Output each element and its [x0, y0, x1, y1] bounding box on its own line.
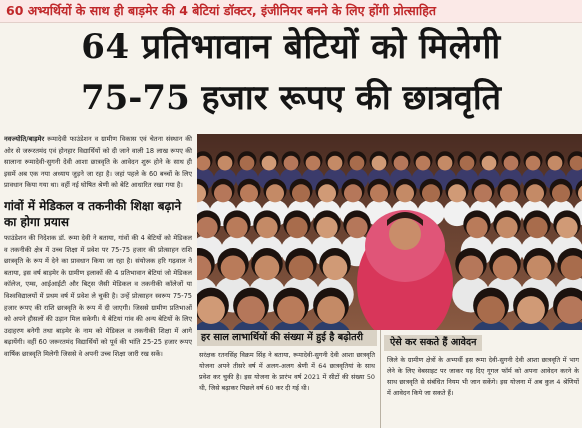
student-face — [526, 156, 541, 171]
student-face — [416, 156, 431, 171]
student-face — [438, 156, 453, 171]
student-face — [527, 256, 552, 281]
headline-line-1: 64 प्रतिभावान बेटियों को मिलेगी — [81, 27, 501, 67]
headline-line-2: 75-75 हजार रूपए की छात्रवृति — [80, 78, 502, 118]
student-face — [266, 184, 284, 202]
student-face — [316, 217, 337, 238]
group-photo-illustration — [197, 134, 582, 330]
apply-info-box — [384, 330, 582, 428]
student-face — [277, 296, 305, 324]
student-face — [286, 217, 307, 238]
student-face — [466, 217, 487, 238]
article-paragraph-2: फाउंडेशन की निदेशक डॉ. रूमा देवी ने बताया, गांवों की 4 बेटियों को मेडिकल व तकनीकी क्षेत्र में उच्च शिक्षा में प्रवेश पर 75-75 हजार की प्रोत्साहन राशि छात्रवृति के रूप में देने का प्रावधान किया जा रहा है। संयोजक हरि गढ़वाल ने बताया, इस वर्ष बाड़मेर के ग्रामीण इलाकों की 4 प्रतिभावान बेटियां जो मेडिकल कॉलेज, एम्स, आईआईटी और बिट्स जैसी मेडिकल व तकनीकी कॉलेजों या विश्वविद्यालयों में प्रथम वर्ष में प्रवेश ले चुकी है। उन्हें प्रोत्साहन स्वरूप 75-75 हजार रूपए की राशि छात्रवृति के रूप में दी जाएगी। जिससे ग्रामीण प्रतिभाओं को अपने हौसलों की उड़ान मिल सकेगी। ये बेटियां गांव की अन्य बेटियों के लिए उदाहरण बनेगी तथा बाड़मेर के नाम को मेडिकल व तकनीकी शिक्षा में आगे बढ़ायेंगी। वहीं 60 जरूरतमंद विद्यार्थियों को पूर्व की भांति 25-25 हजार रूपए वार्षिक छात्रवृति मिलेगी जिससे वे अपनी उच्च शिक्षा जारी रख सकें। — [4, 233, 192, 358]
article-paragraph-1 — [4, 134, 192, 192]
student-face — [214, 184, 232, 202]
student-face — [552, 184, 570, 202]
left-article-column — [4, 134, 192, 428]
student-face — [317, 296, 345, 324]
student-face — [256, 217, 277, 238]
kicker-text: 60 अभ्यर्थियों के साथ ही बाड़मेर की 4 बेटियां डॉक्टर, इंजीनियर बनने के लिए होंगी प्रोत्साहित — [6, 3, 436, 18]
column-divider — [380, 330, 381, 428]
student-face — [493, 256, 518, 281]
student-face — [197, 296, 225, 324]
article-paragraph-1-text: रूमादेवी फाउंडेशन व ग्रामीण विकास एवं चेतना संस्थान की ओर से जरूरतमंद एवं होनहार विद्यार्थियों को दी जाने वाली 18 लाख रूपए की सालाना रूमादेवी-सुगनी देवी आशा छात्रवृति के आवेदन शुरू होने के साथ ही इसमें अब एक नया अध्याय जुड़ने जा रहा है। जहां पहले के 60 बच्चों के लिए प्रावधान किया गया था। वहीं नई घोषित श्रेणी को बेटि आधारित रखा गया है। — [4, 135, 192, 190]
student-face — [240, 184, 258, 202]
student-face — [370, 184, 388, 202]
student-face — [346, 217, 367, 238]
student-face — [422, 184, 440, 202]
student-face — [517, 296, 545, 324]
student-face — [396, 184, 414, 202]
photo-caption-block — [197, 330, 377, 428]
student-face — [221, 256, 246, 281]
central-figure — [357, 210, 453, 330]
student-face — [548, 156, 563, 171]
student-face — [459, 256, 484, 281]
kicker-strip — [0, 0, 582, 23]
student-face — [318, 184, 336, 202]
student-face — [262, 156, 277, 171]
student-face — [218, 156, 233, 171]
student-face — [504, 156, 519, 171]
article-subheading: गांवों में मेडिकल व तकनीकी शिक्षा बढ़ाने का होगा प्रयास — [4, 198, 182, 229]
photo-caption-body: सरंक्षक रतनसिंह विक्रम सिंह ने बताया, रूमादेवी-सुगनी देवी आशा छात्रवृति योजना अपने तीसरे वर्ष में अलग-अलग श्रेणी में 64 छात्रवृतियां के साथ प्रवेश कर चुकी है। इस योजना के प्रारंभ वर्ष 2021 में सीटों की संख्या 50 थी, जिसे बढ़ाकर पिछले वर्ष 60 कर दी गई थी। — [199, 351, 375, 392]
student-face — [284, 156, 299, 171]
student-face — [477, 296, 505, 324]
student-face — [255, 256, 280, 281]
student-face — [292, 184, 310, 202]
student-face — [240, 156, 255, 171]
student-face — [500, 184, 518, 202]
student-face — [482, 156, 497, 171]
student-face — [526, 184, 544, 202]
group-photo — [197, 134, 582, 330]
student-face — [556, 217, 577, 238]
student-face — [306, 156, 321, 171]
dateline: नवज्योति/बाड़मेर — [4, 135, 45, 143]
student-face — [394, 156, 409, 171]
student-face — [197, 217, 218, 238]
student-face — [237, 296, 265, 324]
student-face — [460, 156, 475, 171]
student-face — [496, 217, 517, 238]
student-face — [289, 256, 314, 281]
apply-heading: ऐसे कर सकते हैं आवेदन — [384, 335, 482, 351]
student-face — [372, 156, 387, 171]
student-face — [323, 256, 348, 281]
photo-caption-heading: हर साल लाभार्थियों की संख्या में हुई है बढ़ोतरी — [197, 330, 377, 346]
student-face — [328, 156, 343, 171]
student-face — [226, 217, 247, 238]
apply-body: जिले के ग्रामीण क्षेत्रों के अभ्यर्थी इस रूमा देवी-सुगनी देवी आशा छात्रवृति में भाग लेने के लिए वेबसाइट पर जाकर यह दिए गूगल फॉर्म को अपना आवेदन करने के साथ छात्रवृति से संबंधित नियम भी जान सकेंगे। इस योजना में अब कुल 4 श्रेणियों में आवेदन किये जा सकते हैं। — [387, 356, 579, 397]
student-face — [344, 184, 362, 202]
student-face — [526, 217, 547, 238]
student-face — [448, 184, 466, 202]
student-face — [474, 184, 492, 202]
student-face — [350, 156, 365, 171]
